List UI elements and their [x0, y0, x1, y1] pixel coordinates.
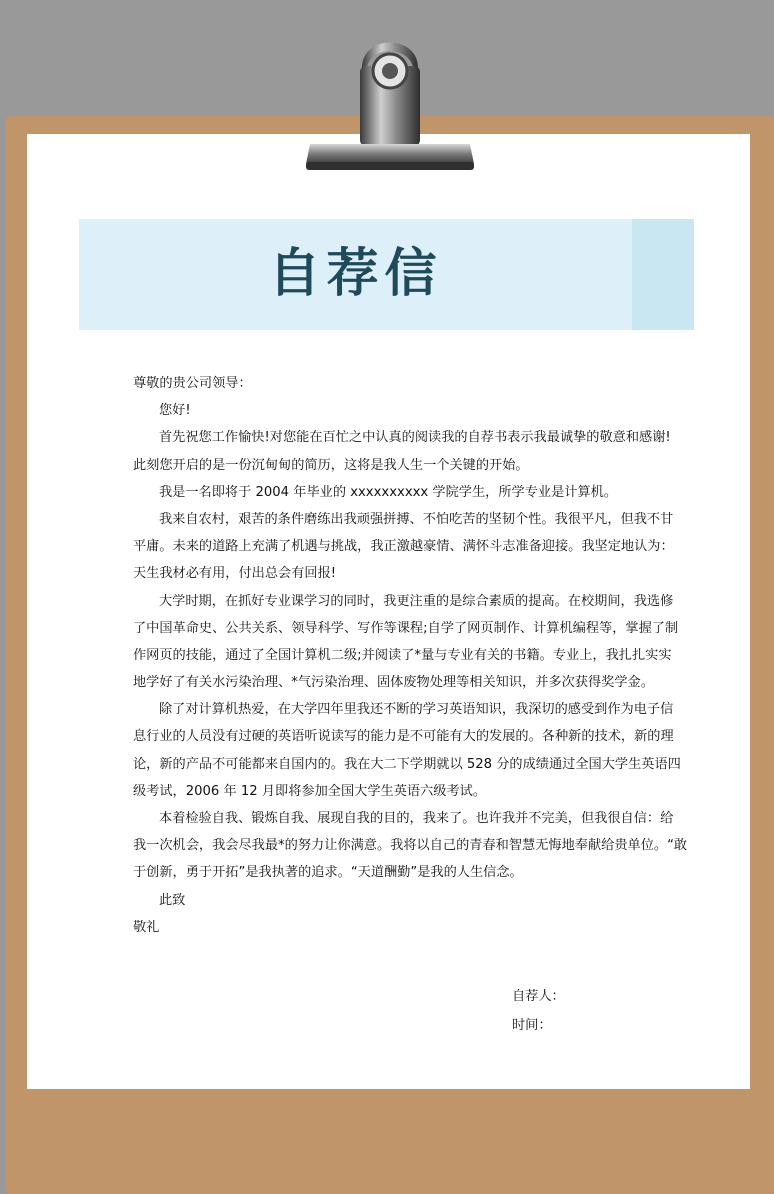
letter-line: 论，新的产品不可能都来自国内的。我在大二下学期就以 528 分的成绩通过全国大学生英语四	[133, 756, 681, 772]
letter-line: 您好!	[159, 403, 191, 419]
letter-line: 此刻您开启的是一份沉甸甸的简历，这将是我人生一个关键的开始。	[133, 457, 529, 473]
letter-line: 大学时期，在抓好专业课学习的同时，我更注重的是综合素质的提高。在校期间，我选修	[159, 593, 674, 609]
page-title: 自荐信	[268, 244, 443, 304]
closing-line: 敬礼	[133, 919, 160, 935]
letter-line: 息行业的人员没有过硬的英语听说读写的能力是不可能有大的发展的。各种新的技术，新的理	[133, 729, 674, 745]
letter-line: 了中国革命史、公共关系、领导科学、写作等课程;自学了网页制作、计算机编程等，掌握了制	[133, 620, 679, 636]
letter-line: 作网页的技能，通过了全国计算机二级;并阅读了*量与专业有关的书籍。专业上，我扎扎实实	[133, 647, 672, 663]
letter-line: 我是一名即将于 2004 年毕业的 xxxxxxxxxx 学院学生，所学专业是计算机。	[159, 484, 618, 500]
letter-line: 天生我材必有用，付出总会有回报!	[133, 566, 337, 582]
letter-line: 于创新，勇于开拓”是我执著的追求。“天道酬勤”是我的人生信念。	[133, 865, 523, 881]
letter-line: 首先祝您工作愉快!对您能在百忙之中认真的阅读我的自荐书表示我最诚挚的敬意和感谢!	[159, 430, 671, 446]
salutation: 尊敬的贵公司领导：	[133, 376, 252, 391]
letter-line: 平庸。未来的道路上充满了机遇与挑战，我正激越豪情、满怀斗志准备迎接。我坚定地认为：	[133, 539, 674, 555]
letter-line: 级考试，2006 年 12 月即将参加全国大学生英语六级考试。	[133, 783, 487, 799]
letter-line: 我来自农村，艰苦的条件磨练出我顽强拼搏、不怕吃苦的坚韧个性。我很平凡，但我不甘	[159, 511, 674, 527]
title-banner	[79, 219, 694, 330]
binder-clip-icon	[300, 26, 480, 176]
signature-name-label: 自荐人：	[512, 989, 565, 1004]
letter-line: 地学好了有关水污染治理、*气污染治理、固体废物处理等相关知识，并多次获得奖学金。	[133, 675, 654, 691]
letter-line: 本着检验自我、锻炼自我、展现自我的目的，我来了。也许我并不完美，但我很自信：给	[159, 811, 674, 826]
letter-body	[133, 370, 688, 941]
closing-line: 此致	[159, 892, 186, 908]
letter-line: 除了对计算机热爱，在大学四年里我还不断的学习英语知识，我深切的感受到作为电子信	[159, 702, 674, 718]
letter-line: 我一次机会，我会尽我最*的努力让你满意。我将以自己的青春和智慧无悔地奉献给贵单位。“敢	[133, 838, 688, 854]
title-banner-accent	[632, 219, 694, 330]
signature-date-label: 时间：	[512, 1018, 552, 1033]
